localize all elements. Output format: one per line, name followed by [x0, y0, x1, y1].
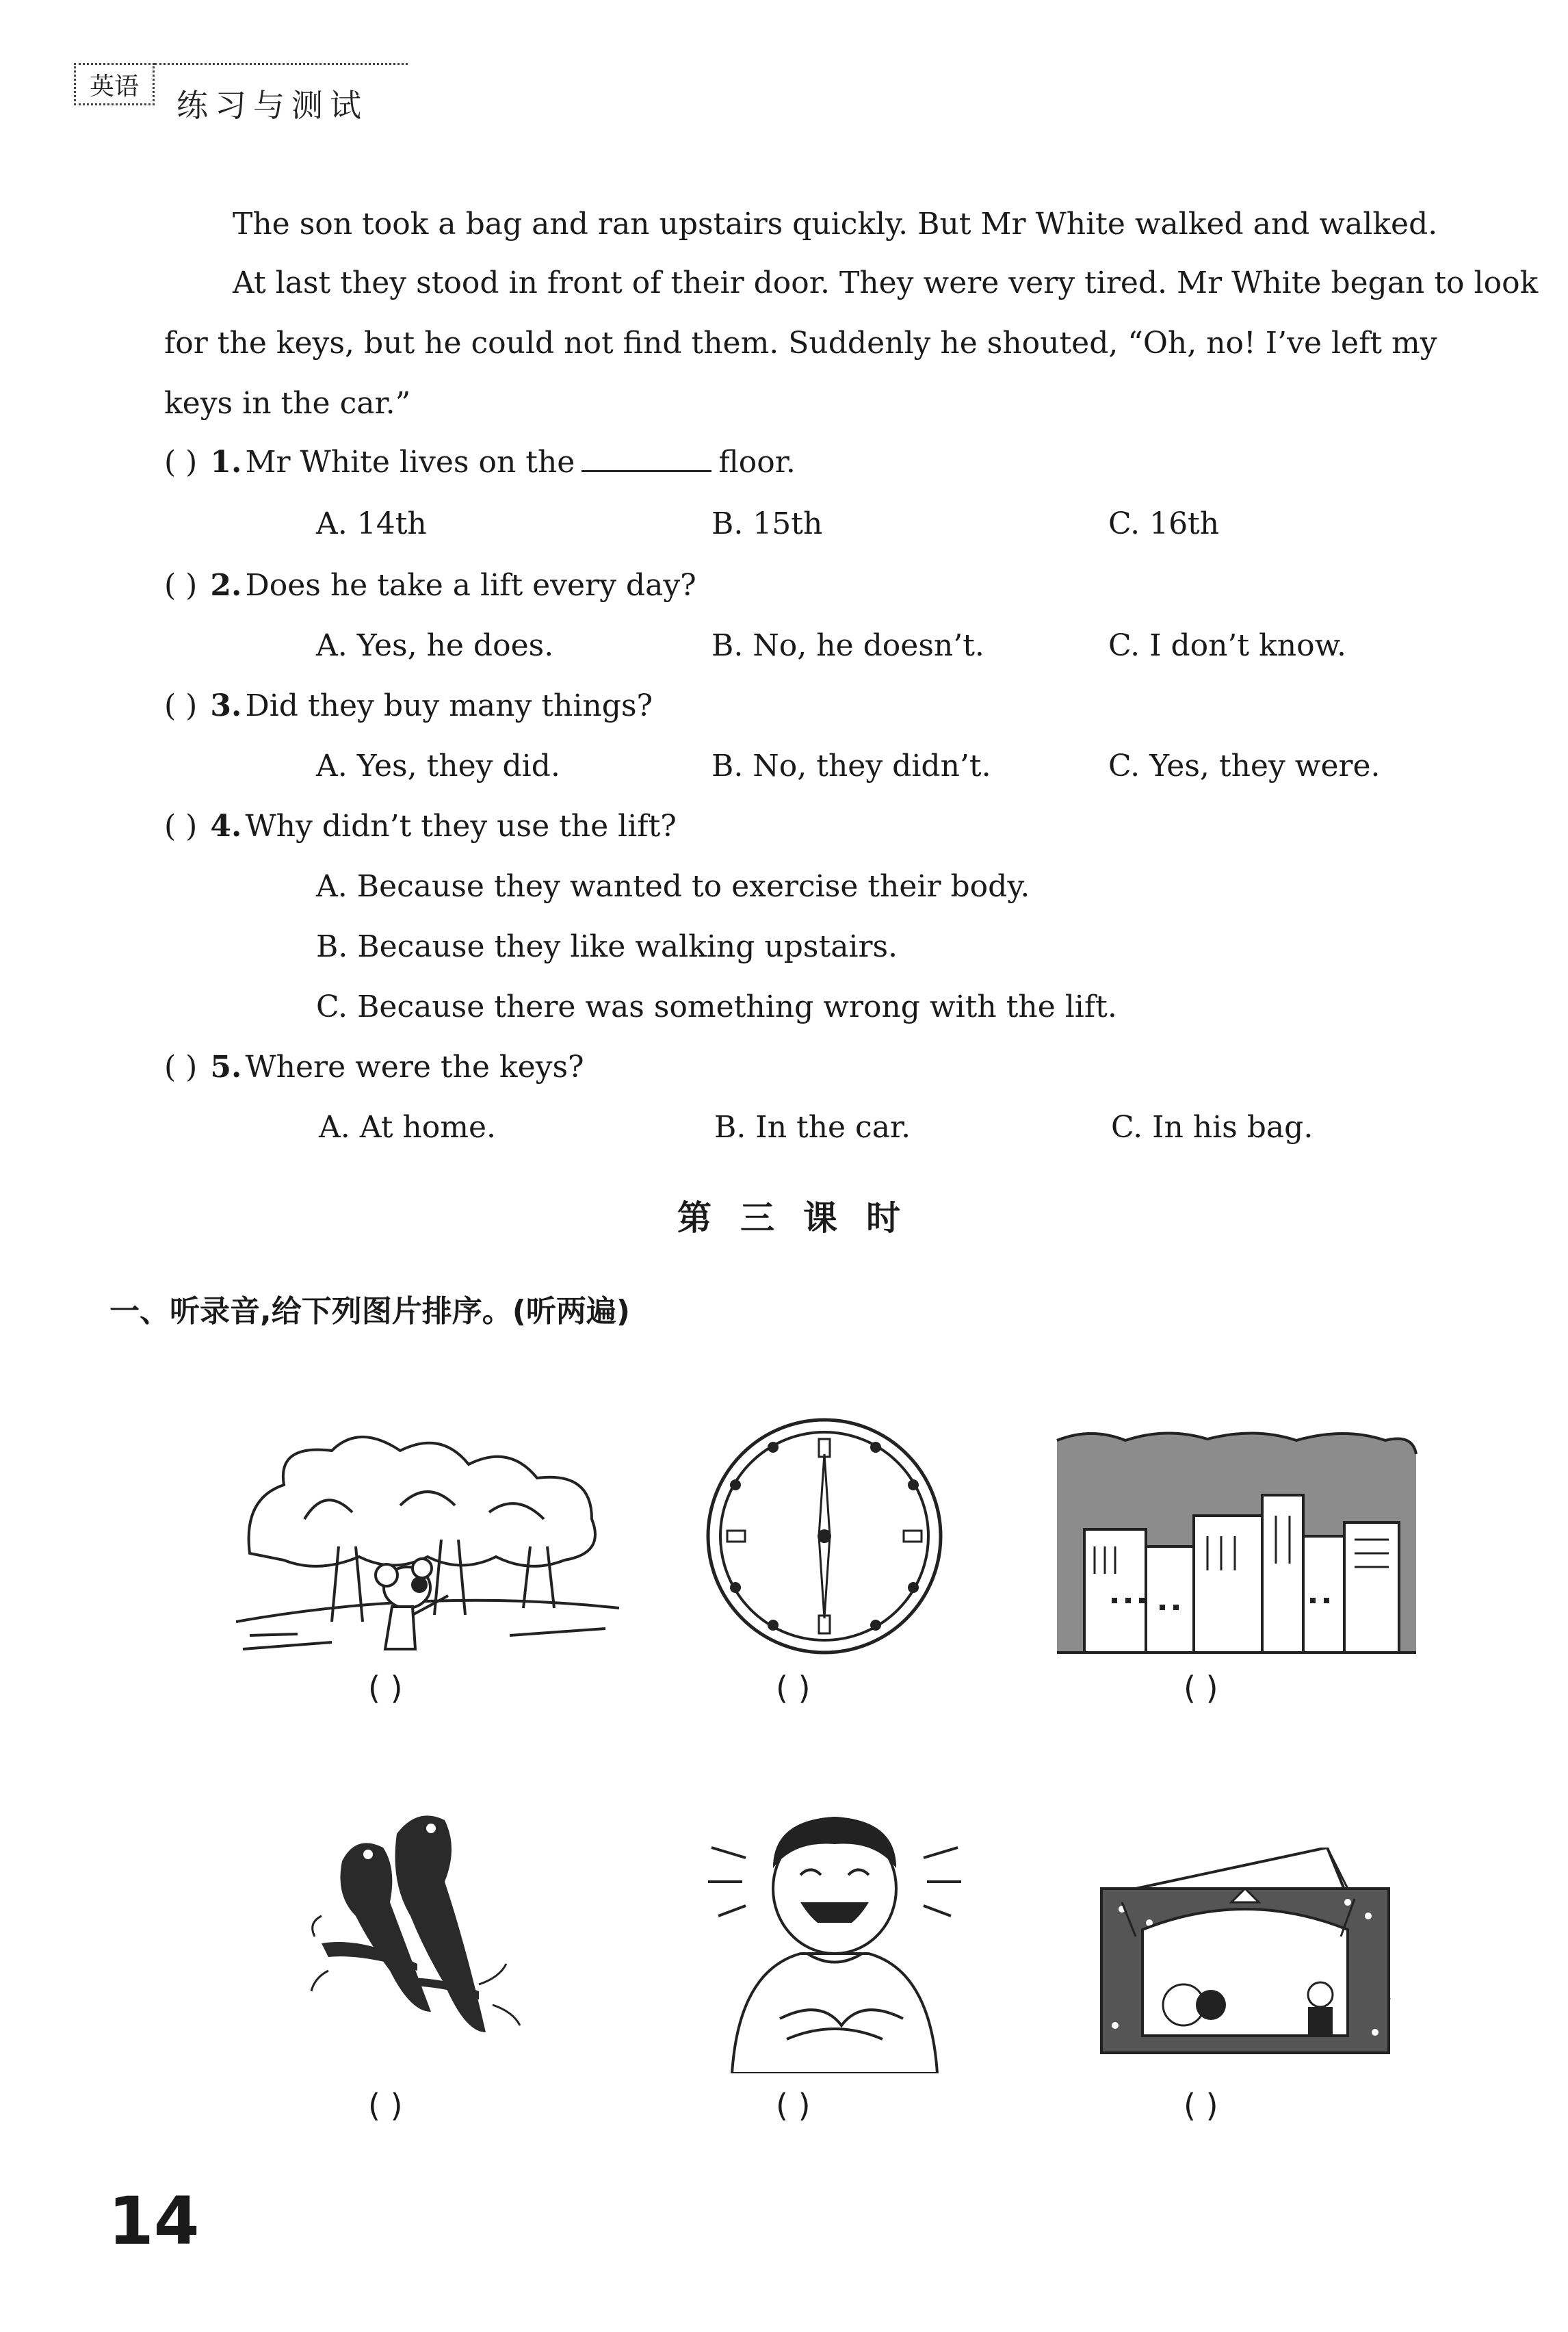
option-c[interactable]: C. Because there was something wrong with the lift. — [316, 989, 1117, 1024]
header-rule — [155, 63, 408, 65]
option-b[interactable]: B. 15th — [711, 506, 823, 541]
option-c[interactable]: C. I don’t know. — [1108, 628, 1347, 663]
question-text: Why didn’t they use the lift? — [245, 809, 677, 844]
picture-answer-paren[interactable]: ( ) — [368, 1670, 403, 1707]
option-c[interactable]: C. Yes, they were. — [1108, 749, 1381, 783]
option-a[interactable]: A. At home. — [319, 1110, 496, 1145]
question-text: Did they buy many things? — [245, 688, 653, 723]
clock-icon — [701, 1413, 948, 1662]
option-a[interactable]: A. 14th — [316, 506, 427, 541]
book-title: 练习与测试 — [177, 87, 368, 124]
question-1 — [164, 445, 796, 480]
option-b[interactable]: B. No, they didn’t. — [711, 749, 991, 783]
question-text: Where were the keys? — [245, 1050, 584, 1085]
question-5 — [164, 1050, 584, 1085]
parrots-icon — [308, 1806, 540, 2083]
subject-badge: 英语 — [74, 63, 155, 105]
answer-blank[interactable] — [582, 447, 711, 472]
question-number: 2. — [210, 568, 242, 603]
city-skyline-icon — [1050, 1427, 1420, 1662]
option-c[interactable]: C. 16th — [1108, 506, 1220, 541]
passage-line-4: keys in the car.” — [164, 386, 411, 421]
answer-paren[interactable]: ( ) — [164, 809, 198, 844]
picture-answer-paren[interactable]: ( ) — [776, 2087, 811, 2124]
answer-paren[interactable]: ( ) — [164, 1050, 198, 1085]
passage-line-1: The son took a bag and ran upstairs quickly. But Mr White walked and walked. — [233, 207, 1438, 242]
section-title: 第三课时 — [677, 1198, 929, 1238]
picture-answer-paren[interactable]: ( ) — [776, 1670, 811, 1707]
option-a[interactable]: A. Yes, he does. — [316, 628, 554, 663]
question-text-end: floor. — [718, 445, 796, 480]
passage-line-3: for the keys, but he could not find them. Suddenly he shouted, “Oh, no! I’ve left my — [164, 326, 1437, 361]
passage-line-2: At last they stood in front of their door. They were very tired. Mr White began to look — [233, 265, 1539, 300]
greeting-card-icon — [1095, 1848, 1396, 2062]
question-3 — [164, 688, 653, 723]
option-b[interactable]: B. In the car. — [714, 1110, 911, 1145]
question-number: 4. — [210, 809, 242, 844]
question-4 — [164, 809, 677, 844]
park-trees-mouse-icon — [236, 1416, 619, 1666]
option-b[interactable]: B. No, he doesn’t. — [711, 628, 984, 663]
answer-paren[interactable]: ( ) — [164, 568, 198, 603]
listening-instruction: 一、听录音,给下列图片排序。(听两遍) — [109, 1294, 630, 1329]
question-number: 1. — [210, 445, 242, 480]
picture-answer-paren[interactable]: ( ) — [1184, 2087, 1218, 2124]
page-number: 14 — [108, 2183, 200, 2259]
laughing-boy-icon — [705, 1806, 965, 2076]
option-a[interactable]: A. Because they wanted to exercise their body. — [316, 869, 1030, 904]
picture-answer-paren[interactable]: ( ) — [368, 2087, 403, 2124]
question-number: 5. — [210, 1050, 242, 1085]
option-a[interactable]: A. Yes, they did. — [316, 749, 560, 783]
answer-paren[interactable]: ( ) — [164, 688, 198, 723]
question-text: Does he take a lift every day? — [245, 568, 696, 603]
option-c[interactable]: C. In his bag. — [1111, 1110, 1314, 1145]
question-text: Mr White lives on the — [245, 445, 575, 480]
question-2 — [164, 568, 696, 603]
question-number: 3. — [210, 688, 242, 723]
answer-paren[interactable]: ( ) — [164, 445, 198, 480]
option-b[interactable]: B. Because they like walking upstairs. — [316, 929, 898, 964]
picture-answer-paren[interactable]: ( ) — [1184, 1670, 1218, 1707]
